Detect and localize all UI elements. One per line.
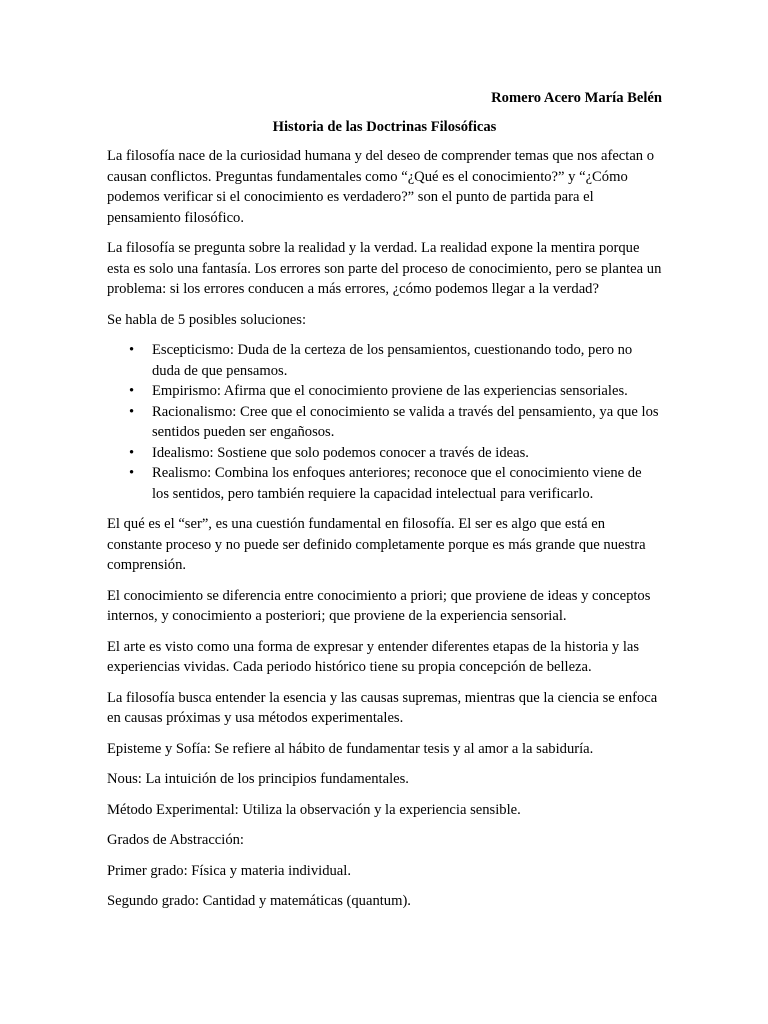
- paragraph-episteme: Episteme y Sofía: Se refiere al hábito de fundamentar tesis y al amor a la sabiduría.: [107, 740, 594, 757]
- list-item: [107, 381, 662, 402]
- list-item-text: Idealismo: Sostiene que solo podemos conocer a través de ideas.: [152, 444, 529, 461]
- paragraph-solutions-intro: Se habla de 5 posibles soluciones:: [107, 311, 307, 328]
- paragraph-abstraction-heading: Grados de Abstracción:: [107, 832, 244, 848]
- list-item-text: Realismo: Combina los enfoques anteriores; reconoce que el conocimiento viene de los sentidos, pero también requiere la capacidad intelectual para verificarlo.: [152, 465, 642, 502]
- bullet-icon: •: [129, 403, 135, 420]
- list-item: [107, 443, 662, 464]
- list-item-text: Empirismo: Afirma que el conocimiento proviene de las experiencias sensoriales.: [152, 383, 628, 399]
- document-page: [107, 88, 662, 922]
- list-item-text: Racionalismo: Cree que el conocimiento se valida a través del pensamiento, ya que los sentidos pueden ser engañosos.: [152, 403, 659, 440]
- paragraph-intro: La filosofía nace de la curiosidad humana y del deseo de comprender temas que nos afectan o causan conflictos. Preguntas fundamentales como “¿Qué es el conocimiento?” y “¿Cómo podemos verificar si el conocimiento es verdadero?” son el punto de partida para el pensamiento filosófico.: [107, 148, 655, 226]
- paragraph-art: El arte es visto como una forma de expresar y entender diferentes etapas de la historia y las experiencias vividas. Cada periodo histórico tiene su propia concepción de belleza.: [107, 638, 640, 675]
- paragraph-second-grade: Segundo grado: Cantidad y matemáticas (quantum).: [107, 893, 411, 909]
- paragraph-nous: Nous: La intuición de los principios fundamentales.: [107, 771, 409, 787]
- paragraph-science: La filosofía busca entender la esencia y las causas supremas, mientras que la ciencia se enfoca en causas próximas y usa métodos experimentales.: [107, 689, 658, 726]
- paragraph-reality: La filosofía se pregunta sobre la realidad y la verdad. La realidad expone la mentira porque esta es solo una fantasía. Los errores son parte del proceso de conocimiento, pero se plantea un problema: si los errores conducen a más errores, ¿cómo podemos llegar a la verdad?: [107, 240, 662, 297]
- paragraph-being: El qué es el “ser”, es una cuestión fundamental en filosofía. El ser es algo que está en constante proceso y no puede ser definido completamente porque es más grande que nuestra comprensión.: [107, 516, 646, 573]
- list-item: [107, 402, 662, 443]
- bullet-icon: •: [129, 342, 135, 358]
- solutions-list: [107, 340, 662, 504]
- list-item: [107, 340, 662, 381]
- paragraph-knowledge: El conocimiento se diferencia entre conocimiento a priori; que proviene de ideas y conceptos internos, y conocimiento a posteriori; que proviene de la experiencia sensorial.: [107, 587, 651, 624]
- author-name: Romero Acero María Belén: [491, 90, 662, 106]
- list-item-text: Escepticismo: Duda de la certeza de los pensamientos, cuestionando todo, pero no duda de que pensamos.: [152, 342, 633, 379]
- list-item: [107, 463, 662, 504]
- bullet-icon: •: [129, 465, 135, 481]
- document-title: Historia de las Doctrinas Filosóficas: [272, 118, 497, 135]
- bullet-icon: •: [129, 444, 135, 461]
- bullet-icon: •: [129, 383, 135, 399]
- paragraph-method: Método Experimental: Utiliza la observación y la experiencia sensible.: [107, 801, 521, 818]
- paragraph-first-grade: Primer grado: Física y materia individual.: [107, 862, 351, 879]
